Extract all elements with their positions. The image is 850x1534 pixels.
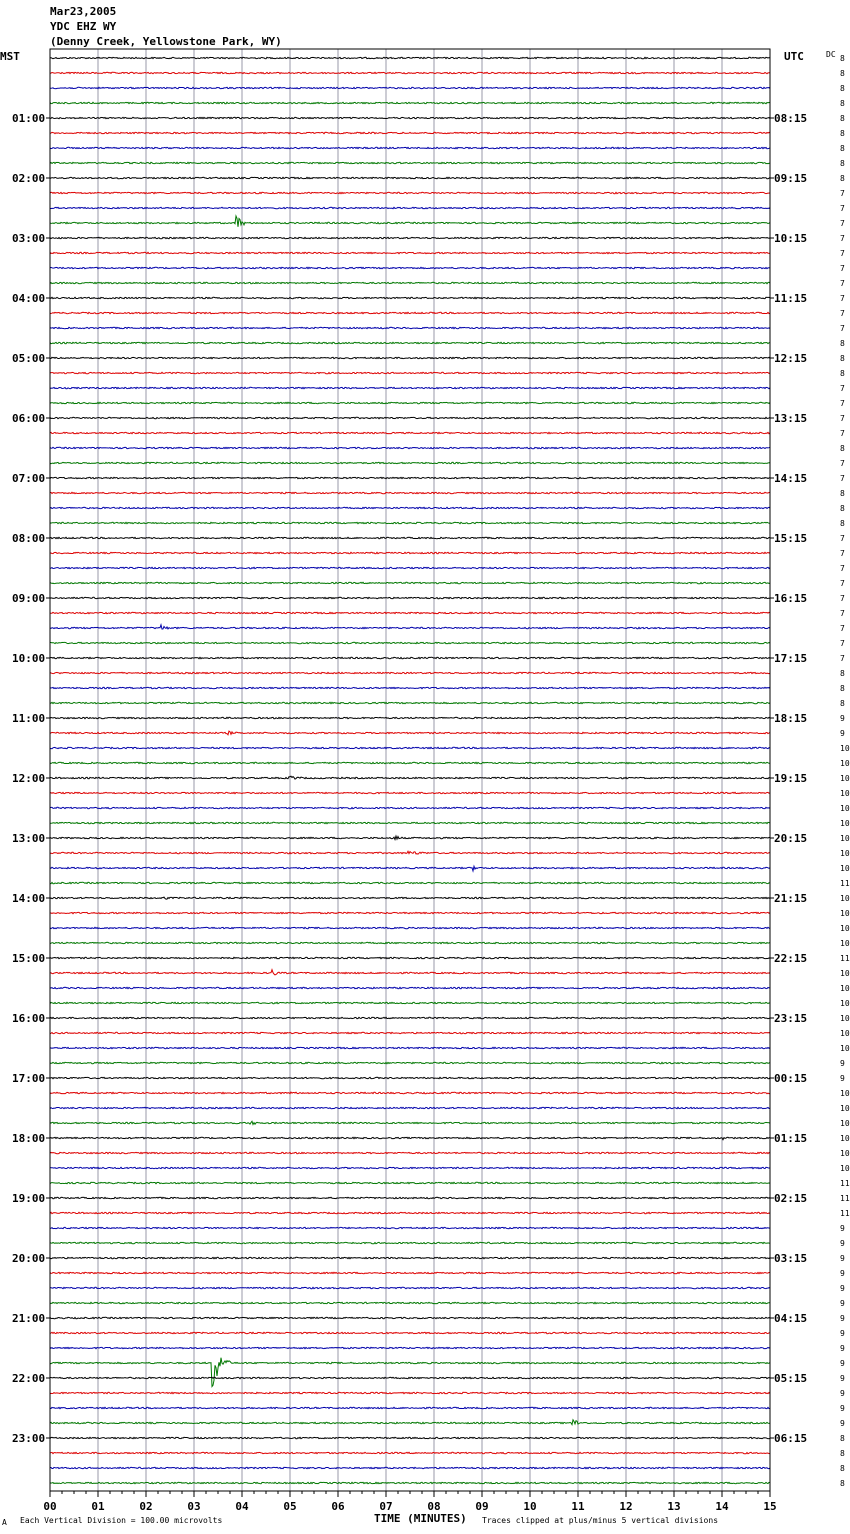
seismic-trace (50, 912, 770, 913)
mst-hour-label: 18:00 (12, 1132, 46, 1145)
seismic-trace (50, 102, 770, 103)
dc-offset-value: 7 (840, 579, 845, 588)
seismic-trace (50, 1377, 770, 1378)
x-tick-label: 05 (283, 1500, 297, 1513)
utc-hour-label: 10:15 (774, 232, 808, 245)
dc-offset-value: 9 (840, 1239, 845, 1248)
dc-offset-value: 8 (840, 69, 845, 78)
seismic-trace (50, 807, 770, 808)
utc-hour-label: 05:15 (774, 1372, 808, 1385)
utc-hour-label: 21:15 (774, 892, 808, 905)
dc-offset-value: 9 (840, 1269, 845, 1278)
seismic-trace (50, 1137, 770, 1139)
dc-offset-value: 10 (840, 894, 850, 903)
seismic-trace (50, 1467, 770, 1468)
dc-offset-value: 8 (840, 354, 845, 363)
dc-header-label: DC (826, 50, 836, 59)
mst-hour-label: 20:00 (12, 1252, 46, 1265)
seismic-trace (50, 507, 770, 508)
dc-offset-value: 10 (840, 1029, 850, 1038)
dc-offset-value: 10 (840, 1044, 850, 1053)
utc-hour-label: 03:15 (774, 1252, 808, 1265)
mst-hour-label: 15:00 (12, 952, 46, 965)
dc-offset-value: 10 (840, 804, 850, 813)
seismic-trace (50, 1077, 770, 1078)
dc-offset-value: 10 (840, 1149, 850, 1158)
seismic-trace (50, 702, 770, 703)
dc-offset-value: 8 (840, 1449, 845, 1458)
x-tick-label: 11 (571, 1500, 585, 1513)
x-tick-label: 14 (715, 1500, 729, 1513)
mst-hour-label: 05:00 (12, 352, 46, 365)
seismic-trace (50, 927, 770, 928)
dc-offset-value: 8 (840, 519, 845, 528)
seismic-trace (50, 327, 770, 328)
footer-right-note: Traces clipped at plus/minus 5 vertical divisions (482, 1516, 719, 1525)
dc-offset-value: 10 (840, 759, 850, 768)
dc-offset-value: 10 (840, 939, 850, 948)
dc-offset-value: 7 (840, 549, 845, 558)
dc-offset-value: 9 (840, 1074, 845, 1083)
seismic-trace (50, 1392, 770, 1393)
trace-group (50, 57, 770, 1483)
dc-offset-value: 8 (840, 159, 845, 168)
dc-offset-value: 7 (840, 279, 845, 288)
seismic-trace (50, 672, 770, 673)
utc-hour-label: 13:15 (774, 412, 808, 425)
seismic-trace (50, 177, 770, 178)
seismic-trace (50, 1017, 770, 1018)
seismic-trace (50, 942, 770, 943)
dc-offset-value: 9 (840, 1329, 845, 1338)
dc-offset-value: 7 (840, 189, 845, 198)
dc-offset-value: 8 (840, 99, 845, 108)
dc-offset-value: 9 (840, 1389, 845, 1398)
utc-hour-label: 17:15 (774, 652, 808, 665)
dc-offset-value: 10 (840, 744, 850, 753)
seismic-trace (50, 357, 770, 358)
x-axis-title: TIME (MINUTES) (374, 1512, 467, 1525)
header-location: (Denny Creek, Yellowstone Park, WY) (50, 35, 282, 48)
seismic-trace (50, 731, 770, 735)
utc-hour-label: 19:15 (774, 772, 808, 785)
dc-offset-value: 8 (840, 489, 845, 498)
dc-offset-value: 10 (840, 1089, 850, 1098)
x-tick-label: 10 (523, 1500, 537, 1513)
seismic-trace (50, 957, 770, 958)
x-tick-label: 06 (331, 1500, 345, 1513)
header-date: Mar23,2005 (50, 5, 117, 18)
right-zone-label: UTC (784, 50, 804, 63)
mst-hour-label: 19:00 (12, 1192, 46, 1205)
labels (12, 54, 850, 1513)
dc-offset-value: 11 (840, 879, 850, 888)
dc-offset-value: 7 (840, 384, 845, 393)
dc-offset-value: 9 (840, 1059, 845, 1068)
dc-offset-value: 8 (840, 84, 845, 93)
seismic-trace (50, 267, 770, 268)
dc-offset-value: 10 (840, 924, 850, 933)
dc-offset-value: 9 (840, 1224, 845, 1233)
seismic-trace (50, 447, 770, 448)
dc-offset-value: 10 (840, 1164, 850, 1173)
mst-hour-label: 02:00 (12, 172, 46, 185)
seismic-trace (50, 477, 770, 478)
dc-offset-value: 7 (840, 534, 845, 543)
x-tick-label: 00 (43, 1500, 57, 1513)
dc-offset-value: 7 (840, 249, 845, 258)
seismic-trace (50, 1347, 770, 1348)
seismic-trace (50, 417, 770, 418)
seismic-trace (50, 282, 770, 283)
seismic-trace (50, 717, 770, 718)
mst-hour-label: 11:00 (12, 712, 46, 725)
dc-offset-value: 11 (840, 1194, 850, 1203)
dc-offset-value: 10 (840, 999, 850, 1008)
dc-offset-value: 9 (840, 1419, 845, 1428)
mst-hour-label: 09:00 (12, 592, 46, 605)
mst-hour-label: 13:00 (12, 832, 46, 845)
dc-offset-value: 11 (840, 1179, 850, 1188)
dc-offset-value: 10 (840, 819, 850, 828)
mst-hour-label: 12:00 (12, 772, 46, 785)
mst-hour-label: 01:00 (12, 112, 46, 125)
dc-offset-value: 7 (840, 204, 845, 213)
dc-offset-value: 8 (840, 699, 845, 708)
plot-frame (50, 49, 770, 1491)
dc-offset-value: 8 (840, 504, 845, 513)
seismic-trace (50, 836, 770, 839)
seismic-trace (50, 492, 770, 493)
footer-mark: A (2, 1518, 7, 1527)
utc-hour-label: 23:15 (774, 1012, 808, 1025)
x-tick-label: 04 (235, 1500, 249, 1513)
utc-hour-label: 01:15 (774, 1132, 808, 1145)
seismic-trace (50, 1167, 770, 1168)
dc-offset-value: 7 (840, 639, 845, 648)
seismic-trace (50, 1182, 770, 1183)
dc-offset-value: 9 (840, 1299, 845, 1308)
dc-offset-value: 8 (840, 114, 845, 123)
mst-hour-label: 21:00 (12, 1312, 46, 1325)
seismic-trace (50, 882, 770, 883)
dc-offset-value: 9 (840, 1344, 845, 1353)
seismic-trace (50, 612, 770, 613)
seismic-trace (50, 822, 770, 823)
mst-hour-label: 14:00 (12, 892, 46, 905)
dc-offset-value: 10 (840, 984, 850, 993)
dc-offset-value: 8 (840, 174, 845, 183)
utc-hour-label: 15:15 (774, 532, 808, 545)
seismic-trace (50, 1032, 770, 1033)
seismic-trace (50, 1420, 770, 1425)
utc-hour-label: 20:15 (774, 832, 808, 845)
dc-offset-value: 9 (840, 1314, 845, 1323)
x-tick-label: 13 (667, 1500, 681, 1513)
dc-offset-value: 10 (840, 849, 850, 858)
x-tick-label: 03 (187, 1500, 201, 1513)
mst-hour-label: 23:00 (12, 1432, 46, 1445)
dc-offset-value: 9 (840, 1374, 845, 1383)
utc-hour-label: 00:15 (774, 1072, 808, 1085)
seismic-trace (50, 132, 770, 133)
seismic-trace (50, 762, 770, 763)
dc-offset-value: 10 (840, 789, 850, 798)
seismic-trace (50, 1452, 770, 1453)
dc-offset-value: 7 (840, 294, 845, 303)
dc-offset-value: 8 (840, 1479, 845, 1488)
dc-offset-value: 7 (840, 414, 845, 423)
seismic-trace (50, 342, 770, 343)
dc-offset-value: 7 (840, 459, 845, 468)
dc-offset-value: 9 (840, 729, 845, 738)
dc-offset-value: 7 (840, 624, 845, 633)
dc-offset-value: 9 (840, 1359, 845, 1368)
dc-offset-value: 7 (840, 399, 845, 408)
dc-offset-value: 11 (840, 954, 850, 963)
dc-offset-value: 9 (840, 1254, 845, 1263)
seismic-trace (50, 792, 770, 793)
dc-offset-value: 7 (840, 609, 845, 618)
seismic-trace (50, 567, 770, 568)
utc-hour-label: 22:15 (774, 952, 808, 965)
seismic-trace (50, 1272, 770, 1273)
seismic-trace (50, 252, 770, 253)
left-zone-label: MST (0, 50, 20, 63)
footer-left-note: Each Vertical Division = 100.00 microvolts (20, 1516, 223, 1525)
seismic-trace (50, 1092, 770, 1094)
x-tick-label: 07 (379, 1500, 393, 1513)
seismic-trace (50, 1197, 770, 1198)
seismic-trace (50, 776, 770, 779)
seismic-trace (50, 1107, 770, 1108)
utc-hour-label: 02:15 (774, 1192, 808, 1205)
dc-offset-value: 7 (840, 594, 845, 603)
seismic-trace (50, 582, 770, 583)
dc-offset-value: 8 (840, 1464, 845, 1473)
seismic-trace (50, 1002, 770, 1003)
mst-hour-label: 17:00 (12, 1072, 46, 1085)
seismic-trace (50, 597, 770, 598)
seismic-trace (50, 402, 770, 403)
x-tick-label: 02 (139, 1500, 153, 1513)
seismic-trace (50, 552, 770, 553)
utc-hour-label: 11:15 (774, 292, 808, 305)
utc-hour-label: 08:15 (774, 112, 808, 125)
seismic-trace (50, 1407, 770, 1408)
seismic-trace (50, 462, 770, 463)
seismic-trace (50, 237, 770, 238)
dc-offset-value: 8 (840, 129, 845, 138)
mst-hour-label: 08:00 (12, 532, 46, 545)
dc-offset-value: 7 (840, 324, 845, 333)
mst-hour-label: 07:00 (12, 472, 46, 485)
dc-offset-value: 10 (840, 1119, 850, 1128)
seismic-trace (50, 297, 770, 298)
dc-offset-value: 7 (840, 564, 845, 573)
dc-offset-value: 7 (840, 234, 845, 243)
seismic-trace (50, 1358, 770, 1387)
dc-offset-value: 10 (840, 1134, 850, 1143)
seismic-trace (50, 1047, 770, 1048)
dc-offset-value: 10 (840, 774, 850, 783)
utc-hour-label: 12:15 (774, 352, 808, 365)
seismic-trace (50, 72, 770, 73)
seismic-trace (50, 207, 770, 208)
dc-offset-value: 7 (840, 654, 845, 663)
dc-offset-value: 7 (840, 219, 845, 228)
dc-offset-value: 8 (840, 339, 845, 348)
x-tick-label: 09 (475, 1500, 489, 1513)
dc-offset-value: 7 (840, 309, 845, 318)
dc-offset-value: 7 (840, 264, 845, 273)
seismic-trace (50, 687, 770, 688)
grid (98, 49, 722, 1491)
seismic-trace (50, 897, 770, 899)
dc-offset-value: 10 (840, 834, 850, 843)
seismic-trace (50, 1062, 770, 1063)
seismic-trace (50, 625, 770, 629)
dc-offset-value: 8 (840, 444, 845, 453)
x-tick-label: 15 (763, 1500, 777, 1513)
seismic-trace (50, 192, 770, 193)
dc-offset-value: 10 (840, 1014, 850, 1023)
x-tick-label: 01 (91, 1500, 105, 1513)
seismic-trace (50, 1317, 770, 1318)
seismic-trace (50, 147, 770, 148)
dc-offset-value: 8 (840, 1434, 845, 1443)
seismic-trace (50, 1482, 770, 1483)
mst-hour-label: 04:00 (12, 292, 46, 305)
mst-hour-label: 22:00 (12, 1372, 46, 1385)
seismic-trace (50, 642, 770, 643)
dc-offset-value: 8 (840, 669, 845, 678)
seismic-trace (50, 216, 770, 227)
seismic-trace (50, 1287, 770, 1288)
utc-hour-label: 04:15 (774, 1312, 808, 1325)
seismic-trace (50, 1227, 770, 1228)
dc-offset-value: 9 (840, 714, 845, 723)
dc-offset-value: 10 (840, 969, 850, 978)
seismic-trace (50, 57, 770, 58)
seismic-trace (50, 747, 770, 748)
seismic-trace (50, 372, 770, 373)
dc-offset-value: 10 (840, 1104, 850, 1113)
seismic-trace (50, 1437, 770, 1438)
utc-hour-label: 18:15 (774, 712, 808, 725)
dc-offset-value: 7 (840, 429, 845, 438)
seismic-trace (50, 657, 770, 658)
seismic-trace (50, 866, 770, 871)
dc-offset-value: 8 (840, 144, 845, 153)
seismic-trace (50, 987, 770, 988)
x-tick-label: 12 (619, 1500, 633, 1513)
seismic-trace (50, 117, 770, 118)
mst-hour-label: 03:00 (12, 232, 46, 245)
dc-offset-value: 8 (840, 54, 845, 63)
seismic-trace (50, 1257, 770, 1258)
dc-offset-value: 7 (840, 474, 845, 483)
dc-offset-value: 9 (840, 1284, 845, 1293)
utc-hour-label: 09:15 (774, 172, 808, 185)
seismic-trace (50, 851, 770, 854)
dc-offset-value: 8 (840, 369, 845, 378)
seismic-trace (50, 537, 770, 538)
utc-hour-label: 14:15 (774, 472, 808, 485)
mst-hour-label: 10:00 (12, 652, 46, 665)
seismic-trace (50, 1242, 770, 1243)
seismic-trace (50, 312, 770, 313)
seismic-trace (50, 1212, 770, 1213)
seismic-trace (50, 87, 770, 88)
dc-offset-value: 10 (840, 864, 850, 873)
seismic-trace (50, 522, 770, 523)
utc-hour-label: 16:15 (774, 592, 808, 605)
seismic-trace (50, 432, 770, 433)
seismic-trace (50, 1332, 770, 1333)
dc-offset-value: 11 (840, 1209, 850, 1218)
seismic-trace (50, 1302, 770, 1303)
seismic-trace (50, 387, 770, 388)
mst-hour-label: 16:00 (12, 1012, 46, 1025)
seismic-trace (50, 970, 770, 975)
dc-offset-value: 8 (840, 684, 845, 693)
seismic-trace (50, 162, 770, 163)
dc-offset-value: 10 (840, 909, 850, 918)
dc-offset-value: 9 (840, 1404, 845, 1413)
seismic-trace (50, 1152, 770, 1153)
utc-hour-label: 06:15 (774, 1432, 808, 1445)
x-tick-label: 08 (427, 1500, 441, 1513)
mst-hour-label: 06:00 (12, 412, 46, 425)
header-station: YDC EHZ WY (50, 20, 117, 33)
seismic-trace (50, 1121, 770, 1124)
